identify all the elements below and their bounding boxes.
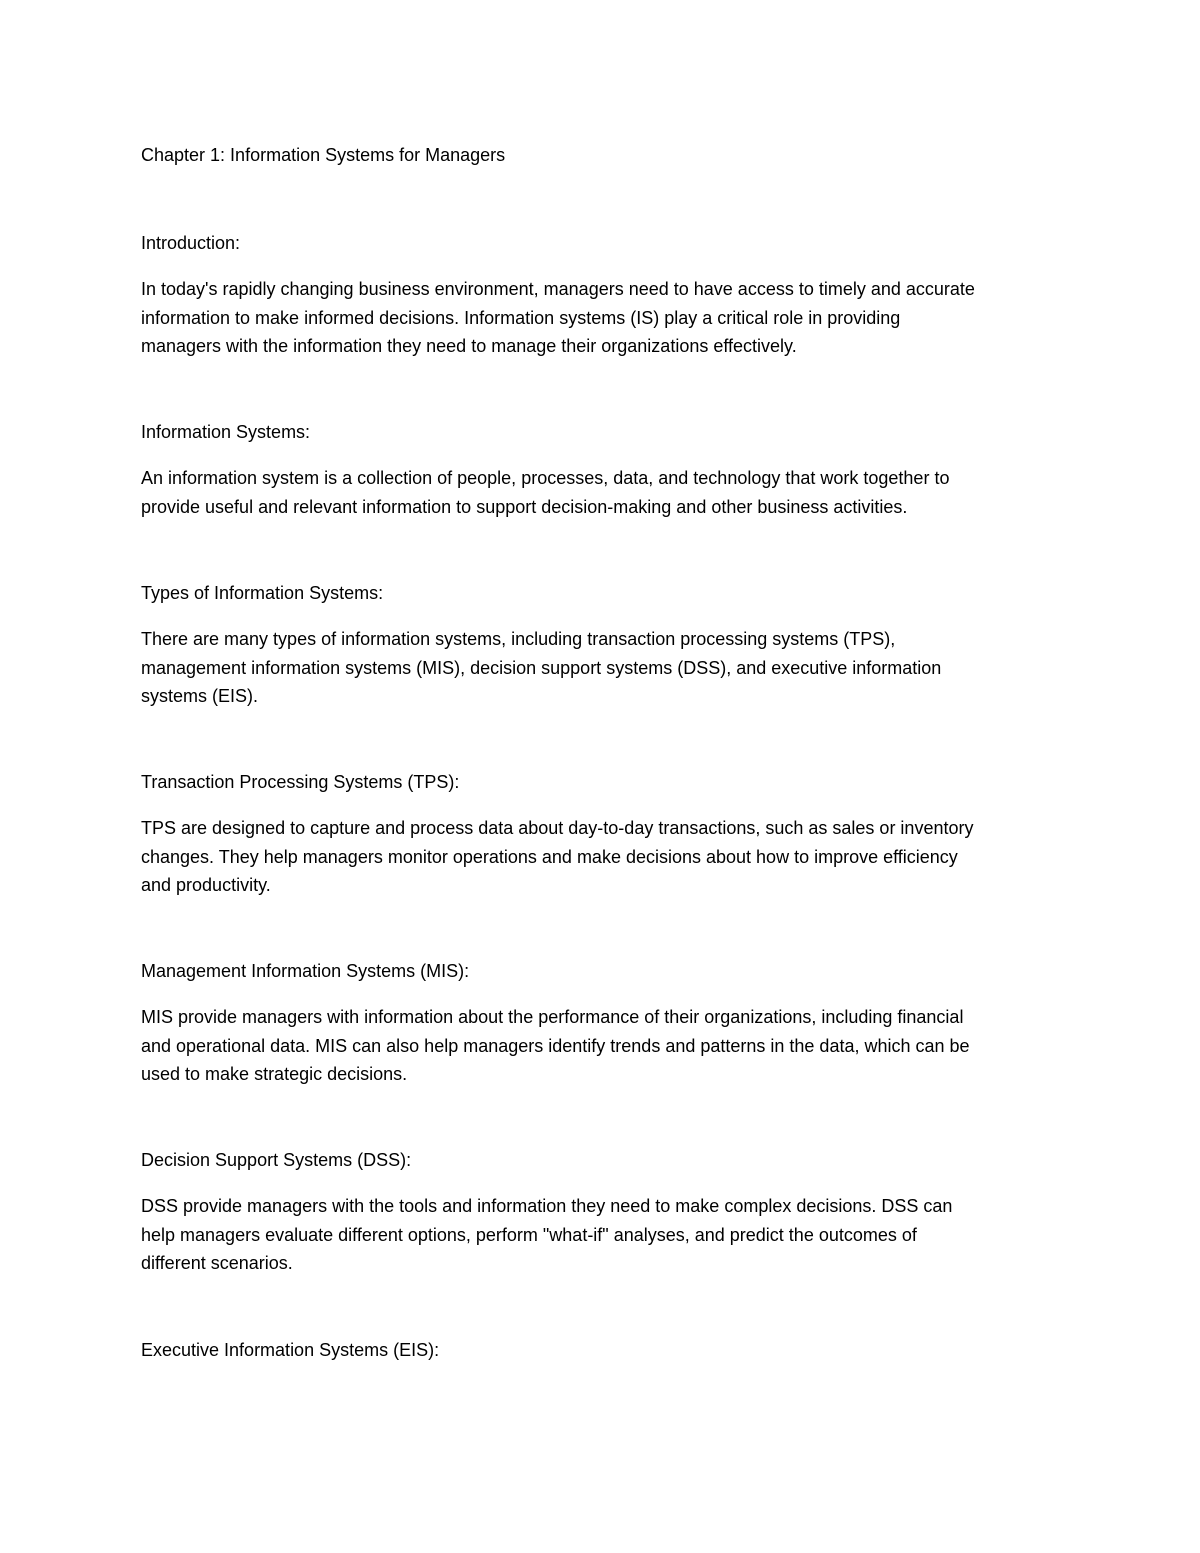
body-line: managers with the information they need to manage their organizations effectively. — [141, 336, 797, 356]
section-heading-information-systems: Information Systems: — [141, 422, 311, 442]
section-body-information-systems — [141, 464, 1071, 521]
body-line: MIS provide managers with information about the performance of their organizations, including financial — [141, 1007, 964, 1027]
body-line: help managers evaluate different options, perform "what-if" analyses, and predict the outcomes of — [141, 1224, 917, 1245]
section-heading-types: Types of Information Systems: — [141, 583, 384, 603]
section-body-dss — [141, 1192, 1071, 1278]
section-body-tps — [141, 814, 1071, 900]
body-line: An information system is a collection of people, processes, data, and technology that work together to — [141, 468, 950, 488]
body-line: used to make strategic decisions. — [141, 1064, 408, 1084]
body-line: different scenarios. — [141, 1253, 293, 1273]
body-line: TPS are designed to capture and process data about day-to-day transactions, such as sales or inventory — [141, 818, 974, 838]
section-body-introduction — [141, 275, 1071, 361]
section-heading-introduction: Introduction: — [141, 233, 241, 253]
body-line: management information systems (MIS), decision support systems (DSS), and executive information — [141, 657, 942, 678]
body-line: DSS provide managers with the tools and information they need to make complex decisions. DSS can — [141, 1196, 953, 1216]
section-body-mis — [141, 1003, 1071, 1089]
document-title: Chapter 1: Information Systems for Managers — [141, 145, 506, 165]
body-line: There are many types of information systems, including transaction processing systems (TPS), — [141, 629, 896, 649]
section-heading-mis: Management Information Systems (MIS): — [141, 961, 470, 981]
section-heading-eis: Executive Information Systems (EIS): — [141, 1340, 440, 1360]
body-line: information to make informed decisions. Information systems (IS) play a critical role in providing — [141, 307, 901, 328]
body-line: and operational data. MIS can also help managers identify trends and patterns in the data, which can be — [141, 1035, 970, 1056]
body-line: provide useful and relevant information to support decision-making and other business activities. — [141, 496, 908, 517]
body-line: In today's rapidly changing business environment, managers need to have access to timely and accurate — [141, 279, 975, 299]
section-body-types — [141, 625, 1071, 711]
section-heading-dss: Decision Support Systems (DSS): — [141, 1150, 412, 1170]
body-line: and productivity. — [141, 875, 271, 895]
body-line: systems (EIS). — [141, 686, 259, 706]
body-line: changes. They help managers monitor operations and make decisions about how to improve efficiency — [141, 846, 958, 867]
section-heading-tps: Transaction Processing Systems (TPS): — [141, 772, 460, 792]
